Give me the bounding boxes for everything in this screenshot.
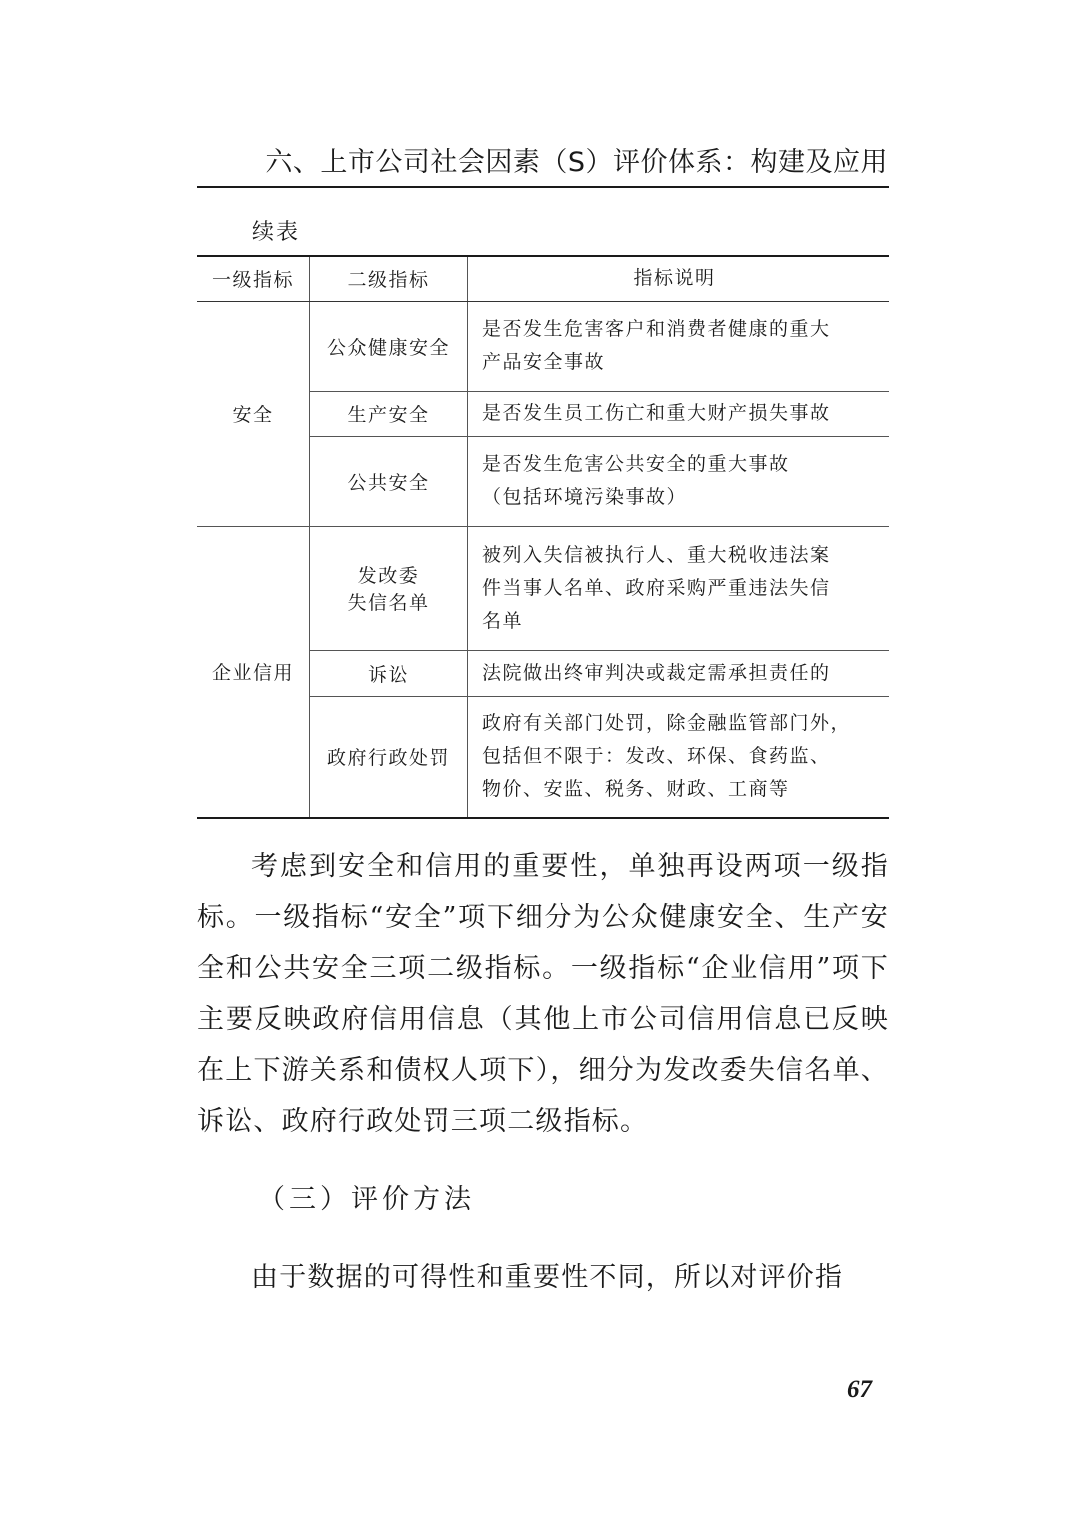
- description-line: 是否发生危害客户和消费者健康的重大: [482, 318, 831, 340]
- description-line: 包括但不限于：发改、环保、食药监、: [482, 745, 831, 768]
- description-cell: [468, 301, 890, 391]
- level2-cell: 诉讼: [310, 650, 468, 696]
- description-line: 物价、安监、税务、财政、工商等: [482, 778, 790, 801]
- paragraph-text: 考虑到安全和信用的重要性，单独再设两项一级指标。一级指标“安全”项下细分为公众健康安全、生产安全和公共安全三项二级指标。一级指标“企业信用”项下主要反映政府信用信息（其他上市公司信用信息已反映在上下游关系和债权人项下），细分为发改委失信名单、诉讼、政府行政处罚三项二级指标。: [197, 851, 889, 1137]
- body-paragraph-2: [197, 1252, 889, 1303]
- description-cell: [468, 650, 890, 696]
- description-cell: [468, 391, 890, 436]
- header-description: 指标说明: [468, 256, 890, 301]
- header-level1: 一级指标: [197, 256, 310, 301]
- description-line: 是否发生员工伤亡和重大财产损失事故: [482, 402, 831, 424]
- page-number: 67: [847, 1376, 872, 1403]
- description-line: 产品安全事故: [482, 351, 606, 373]
- running-head-title: 六、上市公司社会因素（S）评价体系：构建及应用: [265, 147, 888, 178]
- header-rule: [197, 186, 889, 188]
- description-line: 被列入失信被执行人、重大税收违法案: [482, 543, 831, 566]
- paragraph-text: 由于数据的可得性和重要性不同，所以对评价指: [251, 1262, 844, 1293]
- description-line: 法院做出终审判决或裁定需承担责任的: [482, 661, 831, 684]
- table-row: [197, 526, 889, 650]
- description-cell: [468, 526, 890, 650]
- description-line: 名单: [482, 609, 524, 632]
- level2-cell: 公共安全: [310, 436, 468, 526]
- header-level2: 二级指标: [310, 256, 468, 301]
- table-row: [197, 301, 889, 391]
- table-caption: 续表: [252, 220, 301, 245]
- description-line: 是否发生危害公共安全的重大事故: [482, 453, 790, 475]
- level2-cell: 政府行政处罚: [310, 696, 468, 818]
- level2-cell: [310, 526, 468, 650]
- level2-cell: 生产安全: [310, 391, 468, 436]
- indicator-table: [197, 255, 889, 819]
- level2-cell: 公众健康安全: [310, 301, 468, 391]
- section-heading: （三）评价方法: [258, 1184, 475, 1215]
- description-line: （包括环境污染事故）: [482, 486, 688, 508]
- description-cell: [468, 436, 890, 526]
- description-cell: [468, 696, 890, 818]
- body-paragraph-1: [197, 841, 889, 1147]
- level1-cell-safety: 安全: [197, 301, 310, 526]
- description-line: 件当事人名单、政府采购严重违法失信: [482, 576, 831, 599]
- level2-line: 发改委: [357, 565, 420, 587]
- table-header-row: [197, 256, 889, 301]
- description-line: 政府有关部门处罚，除金融监管部门外，: [482, 712, 852, 735]
- level1-cell-credit: 企业信用: [197, 526, 310, 818]
- level2-line: 失信名单: [347, 592, 430, 614]
